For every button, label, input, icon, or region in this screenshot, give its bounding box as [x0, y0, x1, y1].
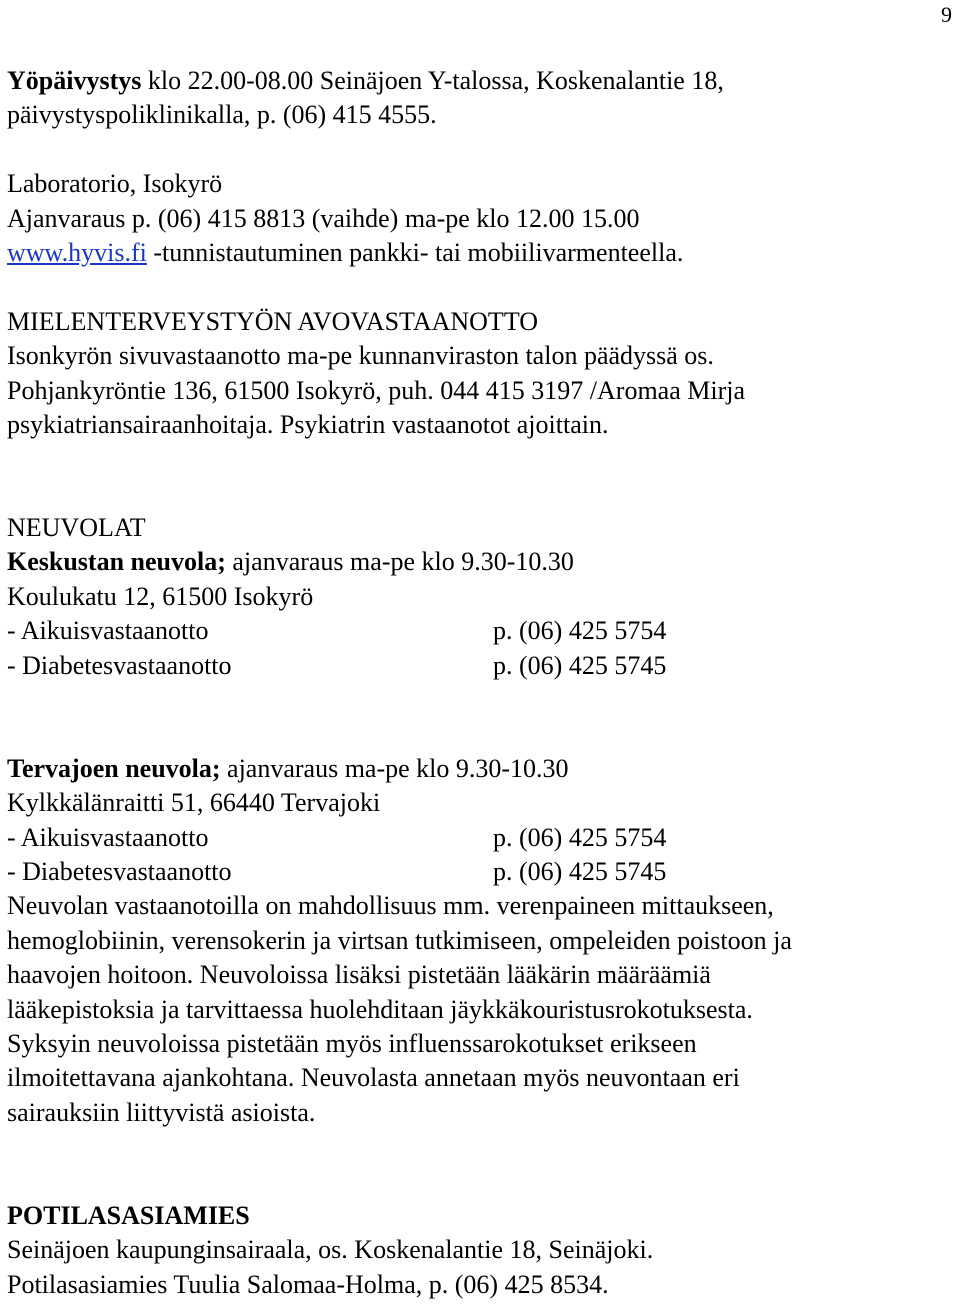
clinic-info-line-4: lääkepistoksia ja tarvittaessa huolehditaan jäykkäkouristusrokotuksesta. — [7, 994, 753, 1024]
tervajoki-clinic-service-row — [7, 855, 947, 889]
night-duty-text: klo 22.00-08.00 Seinäjoen Y-talossa, Koskenalantie 18, — [141, 66, 724, 95]
center-clinic-hours: ajanvaraus ma-pe klo 9.30-10.30 — [225, 547, 574, 577]
night-duty-line-2: päivystyspoliklinikalla, p. (06) 415 4555. — [7, 100, 437, 130]
center-clinic-service-row — [7, 649, 947, 683]
clinic-info-line-5: Syksyin neuvoloissa pistetään myös influenssarokotukset erikseen — [7, 1028, 697, 1058]
laboratory-link-line — [7, 236, 947, 270]
tervajoki-clinic-service-row — [7, 821, 947, 855]
service-phone: p. (06) 425 5745 — [493, 857, 667, 887]
document-body — [7, 64, 947, 1302]
mental-health-line-1: Isonkyrön sivuvastaanotto ma-pe kunnanviraston talon päädyssä os. — [7, 341, 714, 371]
clinic-info-line-6: ilmoitettavana ajankohtana. Neuvolasta annetaan myös neuvontaan eri — [7, 1063, 740, 1093]
center-clinic-name: Keskustan neuvola; — [7, 547, 226, 577]
clinic-info-line-3: haavojen hoitoon. Neuvoloissa lisäksi pistetään lääkärin määräämiä — [7, 960, 711, 990]
clinic-info-line-2: hemoglobiinin, verensokerin ja virtsan tutkimiseen, ompeleiden poistoon ja — [7, 925, 792, 955]
laboratory-title: Laboratorio, Isokyrö — [7, 169, 223, 199]
night-duty-title: Yöpäivystys — [7, 66, 142, 95]
center-clinic-address: Koulukatu 12, 61500 Isokyrö — [7, 581, 314, 611]
mental-health-line-2: Pohjankyröntie 136, 61500 Isokyrö, puh. 044 415 3197 /Aromaa Mirja — [7, 375, 746, 405]
service-phone: p. (06) 425 5754 — [493, 822, 667, 852]
ombudsman-line-1: Seinäjoen kaupunginsairaala, os. Koskenalantie 18, Seinäjoki. — [7, 1235, 654, 1265]
laboratory-booking: Ajanvaraus p. (06) 415 8813 (vaihde) ma-pe klo 12.00 15.00 — [7, 203, 640, 233]
mental-health-title: MIELENTERVEYSTYÖN AVOVASTAANOTTO — [7, 306, 539, 336]
tervajoki-clinic-hours: ajanvaraus ma-pe klo 9.30-10.30 — [220, 753, 569, 783]
center-clinic-service-row — [7, 614, 947, 648]
tervajoki-clinic-name: Tervajoen neuvola; — [7, 753, 221, 783]
night-duty-line-1 — [7, 64, 947, 98]
ombudsman-line-2: Potilasasiamies Tuulia Salomaa-Holma, p. (06) 425 8534. — [7, 1269, 609, 1299]
clinic-info-line-1: Neuvolan vastaanotoilla on mahdollisuus mm. verenpaineen mittaukseen, — [7, 891, 774, 921]
ombudsman-title — [7, 1199, 947, 1233]
hyvis-link[interactable]: www.hyvis.fi — [7, 237, 147, 267]
clinics-title: NEUVOLAT — [7, 513, 146, 543]
service-label: - Aikuisvastaanotto — [7, 822, 209, 852]
laboratory-auth-text: -tunnistautuminen pankki- tai mobiilivarmenteella. — [146, 237, 684, 267]
mental-health-line-3: psykiatriansairaanhoitaja. Psykiatrin vastaanotot ajoittain. — [7, 409, 609, 439]
service-label: - Diabetesvastaanotto — [7, 857, 232, 887]
center-clinic-heading — [7, 545, 947, 579]
ombudsman-title-text: POTILASASIAMIES — [7, 1200, 250, 1230]
service-phone: p. (06) 425 5754 — [493, 616, 667, 646]
page-number: 9 — [941, 2, 952, 27]
service-label: - Diabetesvastaanotto — [7, 650, 232, 680]
tervajoki-clinic-address: Kylkkälänraitti 51, 66440 Tervajoki — [7, 788, 381, 818]
service-label: - Aikuisvastaanotto — [7, 616, 209, 646]
clinic-info-line-7: sairauksiin liittyvistä asioista. — [7, 1097, 316, 1127]
tervajoki-clinic-heading — [7, 752, 947, 786]
service-phone: p. (06) 425 5745 — [493, 650, 667, 680]
